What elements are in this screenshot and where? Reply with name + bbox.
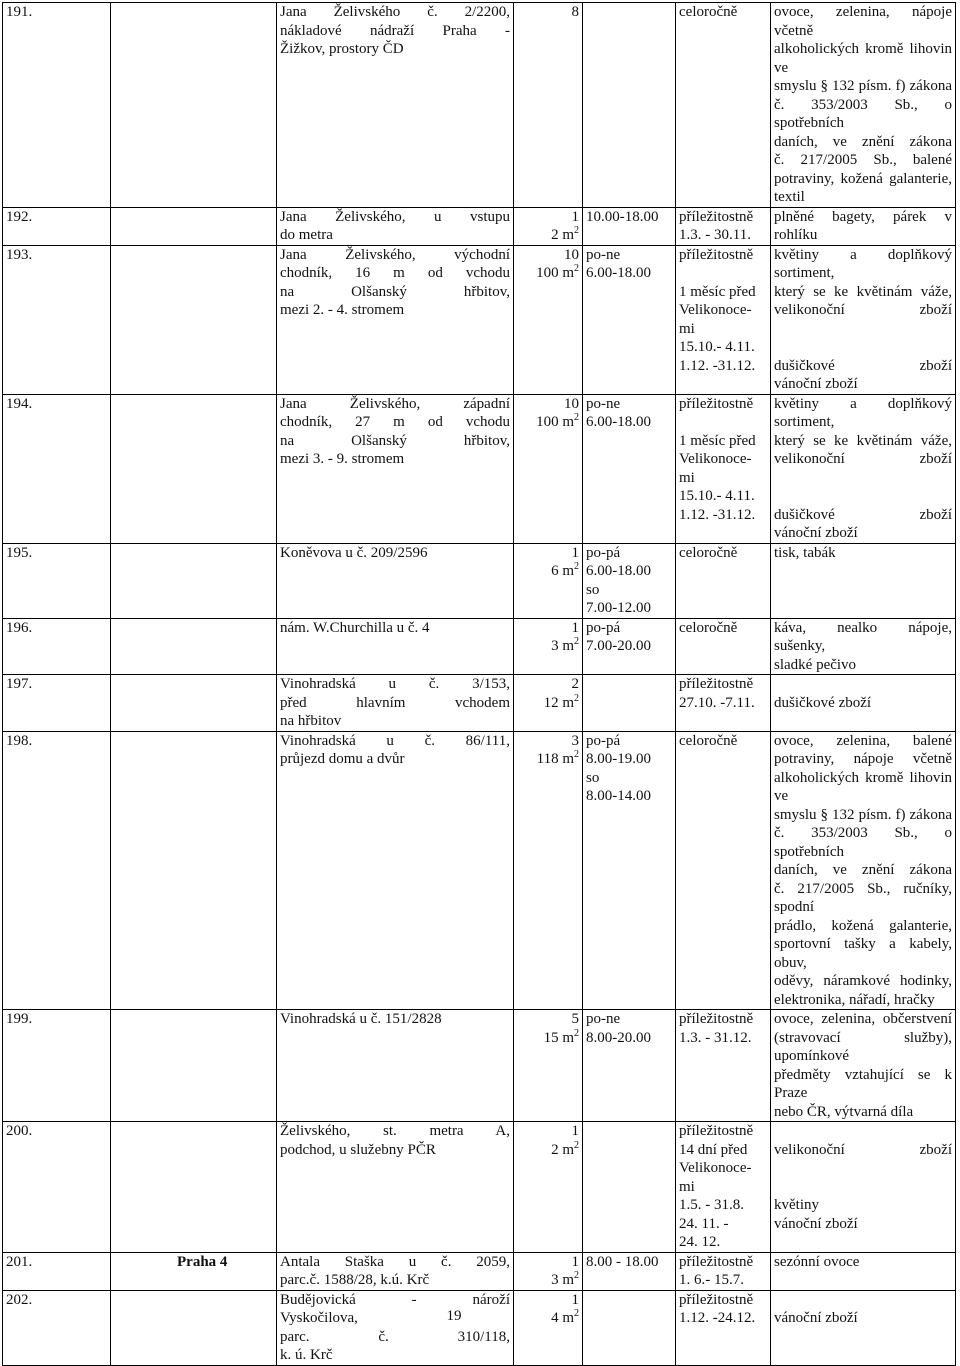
- area-cell: [514, 207, 583, 245]
- area-cell: [514, 618, 583, 675]
- location-cell: [277, 675, 514, 732]
- period-cell: [676, 207, 771, 245]
- period-line: 1.3. - 31.12.: [679, 1029, 752, 1046]
- area-value: 6 m: [551, 563, 574, 579]
- stand-count: 8: [571, 4, 579, 20]
- stand-count: 1: [571, 1291, 579, 1308]
- period-line: příležitostně: [679, 1123, 754, 1139]
- hours-line: [586, 1122, 672, 1141]
- period-line: Velikonoce-: [679, 1160, 752, 1176]
- location-line: průjezd domu a dvůr: [280, 751, 405, 767]
- hours-line: po-ne: [586, 246, 621, 263]
- area-cell: [514, 731, 583, 1010]
- area-value: 12 m: [543, 694, 574, 711]
- hours-line: 8.00-20.00: [586, 1029, 651, 1046]
- area-size: [517, 226, 579, 245]
- goods-line: daních, ve znění zákona: [774, 133, 952, 150]
- row-number: 196.: [3, 618, 111, 675]
- row-number: 191.: [3, 3, 111, 208]
- table-row: [3, 675, 956, 732]
- district-cell: [111, 1010, 277, 1122]
- goods-line: velikonoční zboží: [774, 1141, 952, 1158]
- goods-line: ovoce, zelenina, nápoje včetně: [774, 4, 952, 39]
- table-body: [3, 3, 956, 1366]
- period-line: celoročně: [679, 619, 738, 636]
- area-unit-superscript: 2: [574, 1308, 579, 1319]
- period-line: příležitostně: [679, 1011, 754, 1027]
- stand-count: 1: [571, 619, 579, 636]
- location-line: Vyskočilova,: [280, 1310, 358, 1326]
- goods-line: dušičkové zboží: [774, 357, 952, 374]
- period-line: [679, 264, 767, 283]
- period-cell: [676, 618, 771, 675]
- location-line: před hlavním vchodem: [280, 694, 510, 711]
- location-cell: [277, 1010, 514, 1122]
- district-cell: [111, 543, 277, 618]
- hours-cell: [583, 1252, 676, 1290]
- area-cell: [514, 1122, 583, 1253]
- district-cell: [111, 245, 277, 394]
- period-cell: [676, 1010, 771, 1122]
- area-size: [517, 750, 579, 769]
- period-line: Velikonoce-: [679, 451, 752, 467]
- goods-line: plněné bagety, párek v rohlíku: [774, 208, 952, 243]
- location-cell: [277, 1122, 514, 1253]
- goods-line: potraviny, kožená galanterie,: [774, 170, 952, 187]
- hours-line: po-pá: [586, 619, 621, 636]
- goods-line: vánoční zboží: [774, 1215, 858, 1232]
- area-cell: [514, 543, 583, 618]
- area-unit-superscript: 2: [574, 1139, 579, 1151]
- location-line: Vinohradská u č. 3/153,: [280, 676, 510, 692]
- period-line: 1.12. -31.12.: [679, 357, 756, 374]
- hours-cell: [583, 731, 676, 1010]
- goods-line: alkoholických kromě lihovin ve: [774, 41, 952, 76]
- period-line: 1.3. - 30.11.: [679, 227, 751, 243]
- row-number: 202.: [3, 1290, 111, 1365]
- period-cell: [676, 245, 771, 394]
- location-cell: [277, 207, 514, 245]
- hours-cell: [583, 394, 676, 543]
- period-line: celoročně: [679, 544, 738, 561]
- location-line: Jana Želivského č. 2/2200,: [280, 4, 510, 20]
- hours-line: 7.00-20.00: [586, 638, 651, 654]
- hours-line: [586, 675, 672, 694]
- period-line: 15.10.- 4.11.: [679, 488, 755, 504]
- district-cell: Praha 4: [111, 1252, 277, 1290]
- row-number: 201.: [3, 1252, 111, 1290]
- goods-line: který se ke květinám váže,: [774, 283, 952, 300]
- location-line: parc.č. 1588/28, k.ú. Krč: [280, 1272, 430, 1288]
- location-line: Žižkov, prostory ČD: [280, 41, 404, 57]
- area-unit-superscript: 2: [574, 1270, 579, 1281]
- location-line: k. ú. Krč: [280, 1347, 333, 1363]
- period-line: příležitostně: [679, 1291, 754, 1308]
- period-line: celoročně: [679, 4, 738, 20]
- area-unit-superscript: 2: [574, 225, 579, 236]
- goods-line: smyslu § 132 písm. f) zákona: [774, 806, 952, 823]
- stand-count: 2: [571, 676, 579, 692]
- stand-count: 1: [571, 544, 579, 561]
- hours-line: 6.00-18.00: [586, 414, 651, 430]
- goods-line: oděvy, náramkové hodinky,: [774, 973, 952, 989]
- goods-line: předměty vztahující se k Praze: [774, 1066, 952, 1101]
- location-line: Antala Staška u č. 2059,: [280, 1253, 510, 1270]
- row-number: 192.: [3, 207, 111, 245]
- hours-line: 8.00-14.00: [586, 788, 651, 804]
- goods-cell: [771, 731, 956, 1010]
- goods-line: velikonoční zboží: [774, 451, 952, 467]
- location-line: Vinohradská u č. 86/111,: [280, 732, 510, 749]
- goods-line: vánoční zboží: [774, 376, 858, 392]
- goods-line: č. 353/2003 Sb., o spotřebních: [774, 96, 952, 131]
- hours-cell: [583, 618, 676, 675]
- goods-line: potraviny, nápoje včetně: [774, 751, 952, 767]
- stand-count: 10: [564, 395, 579, 412]
- goods-line: [774, 469, 952, 488]
- goods-cell: [771, 1252, 956, 1290]
- hours-line: [586, 3, 672, 22]
- table-row: [3, 394, 956, 543]
- area-cell: [514, 245, 583, 394]
- period-line: 27.10. -7.11.: [679, 694, 755, 711]
- hours-line: 10.00-18.00: [586, 208, 659, 225]
- area-value: 118 m: [536, 751, 574, 767]
- table-row: [3, 1122, 956, 1253]
- goods-line: ovoce, zelenina, občerstvení: [774, 1011, 952, 1027]
- period-line: příležitostně: [679, 676, 754, 692]
- row-number: 195.: [3, 543, 111, 618]
- goods-line: alkoholických kromě lihovin ve: [774, 769, 952, 804]
- location-line: podchod, u služebny PČR: [280, 1141, 436, 1158]
- period-cell: [676, 1122, 771, 1253]
- period-line: 1 měsíc před: [679, 432, 756, 449]
- table-row: [3, 1252, 956, 1290]
- goods-cell: [771, 1010, 956, 1122]
- hours-cell: [583, 543, 676, 618]
- goods-line: nebo ČR, výtvarná díla: [774, 1103, 914, 1120]
- hours-cell: [583, 3, 676, 208]
- location-line: na hřbitov: [280, 713, 342, 729]
- period-line: 1.12. -24.12.: [679, 1310, 756, 1326]
- area-value: 3 m: [551, 638, 574, 654]
- area-value: 2 m: [551, 1141, 574, 1158]
- goods-line: [774, 675, 952, 694]
- area-size: [517, 413, 579, 432]
- period-line: příležitostně: [679, 246, 754, 263]
- goods-line: prádlo, kožená galanterie,: [774, 917, 952, 934]
- area-unit-superscript: 2: [574, 749, 579, 760]
- row-number: 198.: [3, 731, 111, 1010]
- goods-cell: [771, 618, 956, 675]
- hours-cell: [583, 1122, 676, 1253]
- table-row: [3, 207, 956, 245]
- location-line: Vinohradská u č. 151/2828: [280, 1011, 442, 1027]
- location-line: mezi 2. - 4. stromem: [280, 302, 405, 318]
- district-cell: [111, 675, 277, 732]
- area-value: 100 m: [536, 265, 574, 281]
- goods-line: květiny a doplňkový sortiment,: [774, 395, 952, 430]
- hours-cell: [583, 675, 676, 732]
- goods-line: textil: [774, 189, 805, 205]
- goods-line: elektronika, nářadí, hračky: [774, 991, 935, 1008]
- goods-cell: [771, 1122, 956, 1253]
- location-cell: [277, 245, 514, 394]
- district-cell: [111, 3, 277, 208]
- area-unit-superscript: 2: [574, 1027, 579, 1039]
- location-line: chodník, 27 m od vchodu: [280, 414, 510, 430]
- period-line: příležitostně: [679, 395, 754, 412]
- goods-line: [774, 487, 952, 506]
- area-unit-superscript: 2: [574, 692, 579, 704]
- goods-cell: [771, 394, 956, 543]
- goods-line: tisk, tabák: [774, 544, 836, 561]
- goods-line: [774, 1159, 952, 1178]
- period-line: 14 dní před: [679, 1141, 748, 1158]
- area-cell: [514, 1010, 583, 1122]
- area-value: 2 m: [551, 227, 574, 243]
- location-line: na Olšanský hřbitov,: [280, 432, 510, 449]
- area-size: [517, 1271, 579, 1290]
- period-cell: [676, 731, 771, 1010]
- period-line: mi: [679, 469, 695, 486]
- location-line: Jana Želivského, u vstupu: [280, 208, 510, 225]
- goods-cell: [771, 543, 956, 618]
- period-cell: [676, 394, 771, 543]
- period-line: [679, 413, 767, 432]
- row-number: 194.: [3, 394, 111, 543]
- area-size: [517, 1029, 579, 1048]
- table-row: [3, 3, 956, 208]
- hours-line: po-ne: [586, 1011, 621, 1027]
- period-line: 1 měsíc před: [679, 283, 756, 300]
- location-line: Koněvova u č. 209/2596: [280, 544, 428, 561]
- period-line: Velikonoce-: [679, 302, 752, 318]
- location-line: nám. W.Churchilla u č. 4: [280, 619, 430, 636]
- stand-count: 1: [571, 1253, 579, 1270]
- goods-line: květiny a doplňkový sortiment,: [774, 246, 952, 281]
- goods-line: káva, nealko nápoje, sušenky,: [774, 619, 952, 654]
- goods-line: dušičkové zboží: [774, 694, 872, 711]
- location-line: na Olšanský hřbitov,: [280, 283, 510, 300]
- goods-line: sladké pečivo: [774, 656, 857, 673]
- location-line: parc. č. 310/118,: [280, 1328, 510, 1345]
- hours-line: 8.00 - 18.00: [586, 1253, 659, 1270]
- goods-cell: [771, 245, 956, 394]
- row-number: 200.: [3, 1122, 111, 1253]
- hours-cell: [583, 207, 676, 245]
- goods-line: [774, 320, 952, 339]
- goods-line: sezónní ovoce: [774, 1253, 860, 1270]
- goods-line: vánoční zboží: [774, 1310, 858, 1326]
- table-row: [3, 1010, 956, 1122]
- goods-line: [774, 338, 952, 357]
- location-line: mezi 3. - 9. stromem: [280, 451, 405, 467]
- period-line: 1.5. - 31.8.: [679, 1197, 744, 1213]
- hours-line: po-ne: [586, 395, 621, 412]
- goods-line: dušičkové zboží: [774, 506, 952, 523]
- area-size: [517, 264, 579, 283]
- goods-line: [774, 1178, 952, 1197]
- district-cell: [111, 394, 277, 543]
- hours-line: 6.00-18.00: [586, 563, 651, 579]
- location-line: Budějovická - nároží: [280, 1291, 510, 1308]
- area-value: 100 m: [536, 414, 574, 430]
- row-number: 199.: [3, 1010, 111, 1122]
- area-size: [517, 637, 579, 656]
- area-unit-superscript: 2: [574, 561, 579, 572]
- location-cell: [277, 618, 514, 675]
- goods-cell: [771, 207, 956, 245]
- goods-line: ovoce, zelenina, balené: [774, 732, 952, 749]
- area-cell: [514, 394, 583, 543]
- page-number: 19: [446, 1308, 462, 1324]
- area-size: [517, 1141, 579, 1160]
- location-cell: [277, 543, 514, 618]
- location-cell: [277, 731, 514, 1010]
- location-line: Želivského, st. metra A,: [280, 1123, 510, 1139]
- stand-count: 3: [571, 732, 579, 749]
- row-number: 197.: [3, 675, 111, 732]
- stand-count: 1: [571, 1123, 579, 1139]
- area-cell: [514, 3, 583, 208]
- location-line: do metra: [280, 227, 333, 243]
- period-line: 1.12. -31.12.: [679, 506, 756, 523]
- hours-line: 7.00-12.00: [586, 600, 651, 616]
- table-row: [3, 245, 956, 394]
- hours-line: so: [586, 769, 600, 786]
- hours-cell: [583, 1010, 676, 1122]
- goods-line: č. 353/2003 Sb., o spotřebních: [774, 825, 952, 860]
- stands-table: [2, 2, 956, 1366]
- location-cell: [277, 394, 514, 543]
- location-line: chodník, 16 m od vchodu: [280, 265, 510, 281]
- hours-line: [586, 1291, 672, 1310]
- period-cell: [676, 675, 771, 732]
- stand-count: 5: [571, 1011, 579, 1027]
- area-unit-superscript: 2: [574, 263, 579, 274]
- hours-line: po-pá: [586, 544, 621, 561]
- stand-count: 10: [564, 246, 579, 263]
- row-number: 193.: [3, 245, 111, 394]
- period-cell: [676, 1252, 771, 1290]
- area-value: 4 m: [551, 1310, 574, 1326]
- goods-cell: [771, 675, 956, 732]
- hours-line: po-pá: [586, 732, 621, 749]
- period-line: mi: [679, 1178, 695, 1195]
- goods-line: květiny: [774, 1197, 819, 1213]
- period-cell: [676, 3, 771, 208]
- hours-cell: [583, 245, 676, 394]
- goods-line: smyslu § 132 písm. f) zákona: [774, 78, 952, 94]
- district-cell: [111, 207, 277, 245]
- goods-line: [774, 1291, 952, 1310]
- location-line: Jana Želivského, východní: [280, 246, 510, 263]
- period-line: 24. 11. -: [679, 1215, 729, 1232]
- period-line: příležitostně: [679, 1253, 754, 1270]
- hours-line: 8.00-19.00: [586, 751, 651, 767]
- table-row: [3, 543, 956, 618]
- period-line: 24. 12.: [679, 1234, 721, 1250]
- hours-line: so: [586, 581, 600, 598]
- location-line: nákladové nádraží Praha -: [280, 22, 510, 39]
- table-row: [3, 618, 956, 675]
- district-cell: [111, 731, 277, 1010]
- location-cell: [277, 3, 514, 208]
- stand-count: 1: [571, 208, 579, 225]
- area-cell: [514, 1252, 583, 1290]
- hours-line: 6.00-18.00: [586, 265, 651, 281]
- period-line: příležitostně: [679, 208, 754, 225]
- district-cell: [111, 1122, 277, 1253]
- goods-line: daních, ve znění zákona: [774, 862, 952, 878]
- goods-line: velikonoční zboží: [774, 302, 952, 318]
- area-unit-superscript: 2: [574, 636, 579, 647]
- area-value: 3 m: [551, 1272, 574, 1288]
- period-line: 15.10.- 4.11.: [679, 339, 755, 355]
- area-size: [517, 562, 579, 581]
- period-cell: [676, 543, 771, 618]
- goods-line: č. 217/2005 Sb., ručníky, spodní: [774, 880, 952, 915]
- goods-line: sportovní tašky a kabely, obuv,: [774, 936, 952, 971]
- table-row: [3, 731, 956, 1010]
- goods-line: č. 217/2005 Sb., balené: [774, 152, 952, 168]
- area-cell: [514, 675, 583, 732]
- location-line: Jana Želivského, západní: [280, 395, 510, 412]
- district-cell: [111, 618, 277, 675]
- area-unit-superscript: 2: [574, 412, 579, 423]
- period-line: celoročně: [679, 732, 738, 749]
- area-size: [517, 694, 579, 713]
- goods-line: (stravovací služby), upomínkové: [774, 1029, 952, 1064]
- goods-line: [774, 1122, 952, 1141]
- period-line: mi: [679, 320, 695, 337]
- area-value: 15 m: [543, 1029, 574, 1046]
- goods-cell: [771, 3, 956, 208]
- goods-line: vánoční zboží: [774, 525, 858, 541]
- location-cell: [277, 1252, 514, 1290]
- period-line: 1. 6.- 15.7.: [679, 1272, 744, 1288]
- goods-line: který se ke květinám váže,: [774, 432, 952, 449]
